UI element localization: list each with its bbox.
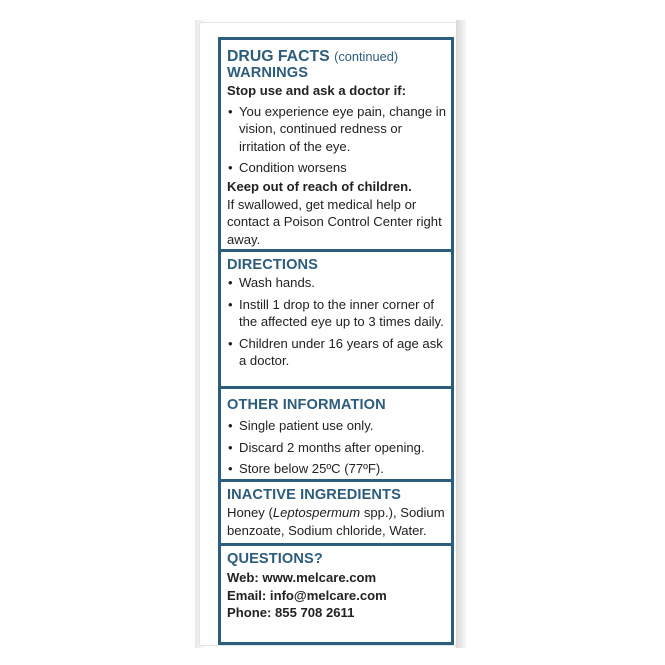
ingredients-text-end: spp.), Sodium benzoate, Sodium chloride, Water. xyxy=(227,505,445,538)
list-item: • Children under 16 years of age ask a doctor. xyxy=(227,335,447,370)
section-divider xyxy=(221,479,451,482)
other-information-list xyxy=(227,417,447,478)
list-item: • Single patient use only. xyxy=(227,417,447,435)
drug-facts-panel xyxy=(218,37,454,645)
web-contact: Web: www.melcare.com xyxy=(227,570,377,585)
warnings-section xyxy=(221,47,451,248)
inactive-ingredients-heading: INACTIVE INGREDIENTS xyxy=(227,487,401,503)
ingredients-species-italic: Leptospermum xyxy=(272,505,361,520)
list-item: • Condition worsens xyxy=(227,159,447,177)
warnings-heading: WARNINGS xyxy=(227,65,309,81)
drug-facts-title-continued: (continued) xyxy=(334,49,399,64)
drug-facts-title-main: DRUG FACTS xyxy=(227,48,330,65)
questions-section xyxy=(221,550,451,622)
section-divider xyxy=(221,249,451,252)
ingredients-text-start: Honey ( xyxy=(227,505,273,520)
inactive-ingredients-text xyxy=(227,504,447,539)
section-divider xyxy=(221,386,451,389)
section-divider xyxy=(221,543,451,546)
list-item: • Store below 25ºC (77ºF). xyxy=(227,460,447,478)
directions-section xyxy=(221,256,451,374)
inactive-ingredients-section xyxy=(221,486,451,539)
other-information-section xyxy=(221,396,451,482)
list-item: • You experience eye pain, change in vision, continued redness or irritation of the eye. xyxy=(227,103,447,156)
questions-heading: QUESTIONS? xyxy=(227,551,323,567)
list-item: • Discard 2 months after opening. xyxy=(227,439,447,457)
directions-list xyxy=(227,274,447,370)
warnings-list xyxy=(227,103,447,177)
carton-right-edge xyxy=(456,20,466,648)
list-item: • Instill 1 drop to the inner corner of the affected eye up to 3 times daily. xyxy=(227,296,447,331)
email-contact: Email: info@melcare.com xyxy=(227,587,387,603)
other-information-heading: OTHER INFORMATION xyxy=(227,397,386,413)
list-item: • Wash hands. xyxy=(227,274,447,292)
phone-contact: Phone: 855 708 2611 xyxy=(227,605,355,621)
stop-use-text: Stop use and ask a doctor if: xyxy=(227,83,406,98)
directions-heading: DIRECTIONS xyxy=(227,257,318,273)
swallowed-text: If swallowed, get medical help or contact a Poison Control Center right away. xyxy=(227,196,442,247)
keep-out-text: Keep out of reach of children. xyxy=(227,178,412,194)
